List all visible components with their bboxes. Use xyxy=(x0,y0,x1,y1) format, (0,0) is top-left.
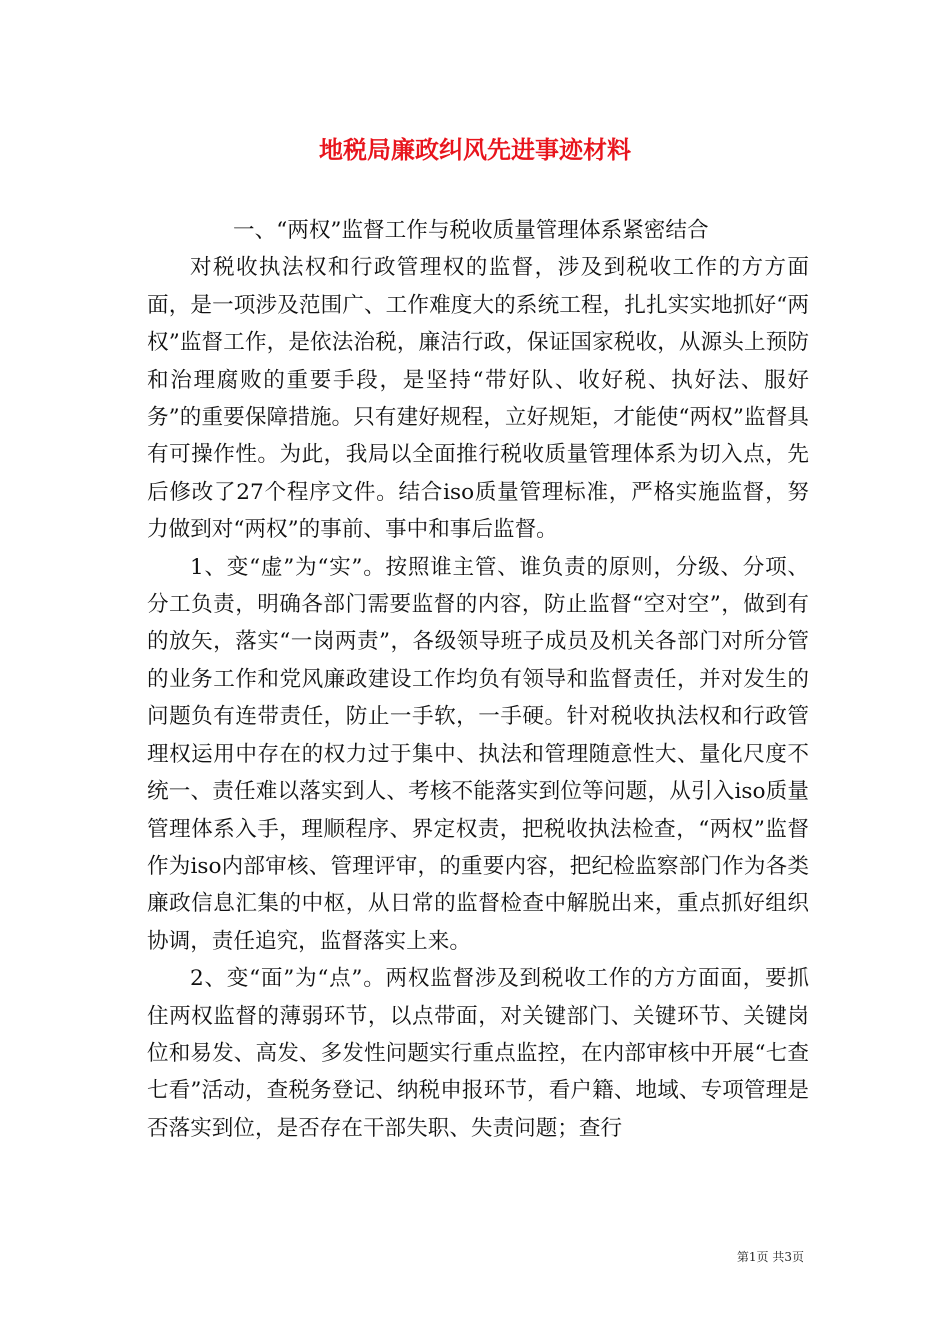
paragraph-2: 1、变“虚”为“实”。按照谁主管、谁负责的原则，分级、分项、分工负责，明确各部门需要监督的内容，防止监督“空对空”，做到有的放矢，落实“一岗两责”，各级领导班子成员及机关各部门对所分管的业务工作和党风廉政建设工作均负有领导和监督责任，并对发生的问题负有连带责任，防止一手软，一手硬。针对税收执法权和行政管理权运用中存在的权力过于集中、执法和管理随意性大、量化尺度不统一、责任难以落实到人、考核不能落实到位等问题，从引入iso质量管理体系入手，理顺程序、界定权责，把税收执法检查，“两权”监督作为iso内部审核、管理评审，的重要内容，把纪检监察部门作为各类廉政信息汇集的中枢，从日常的监督检查中解脱出来，重点抓好组织协调，责任追究，监督落实上来。 xyxy=(147,554,809,954)
document-body xyxy=(147,212,809,1147)
paragraph-3: 2、变“面”为“点”。两权监督涉及到税收工作的方方面面，要抓住两权监督的薄弱环节，以点带面，对关键部门、关键环节、关键岗位和易发、高发、多发性问题实行重点监控，在内部审核中开展“七查七看”活动，查税务登记、纳税申报环节，看户籍、地域、专项管理是否落实到位，是否存在干部失职、失责问题；查行 xyxy=(147,966,809,1141)
section-heading: 一、“两权”监督工作与税收质量管理体系紧密结合 xyxy=(233,218,709,243)
paragraph-1: 对税收执法权和行政管理权的监督，涉及到税收工作的方方面面，是一项涉及范围广、工作难度大的系统工程，扎扎实实地抓好“两权”监督工作，是依法治税，廉洁行政，保证国家税收，从源头上预防和治理腐败的重要手段，是坚持“带好队、收好税、执好法、服好务”的重要保障措施。只有建好规程，立好规矩，才能使“两权”监督具有可操作性。为此，我局以全面推行税收质量管理体系为切入点，先后修改了27个程序文件。结合iso质量管理标准，严格实施监督，努力做到对“两权”的事前、事中和事后监督。 xyxy=(147,255,809,543)
document-title: 地税局廉政纠风先进事迹材料 xyxy=(319,135,631,164)
page-number: 第1页 共3页 xyxy=(736,1250,804,1264)
